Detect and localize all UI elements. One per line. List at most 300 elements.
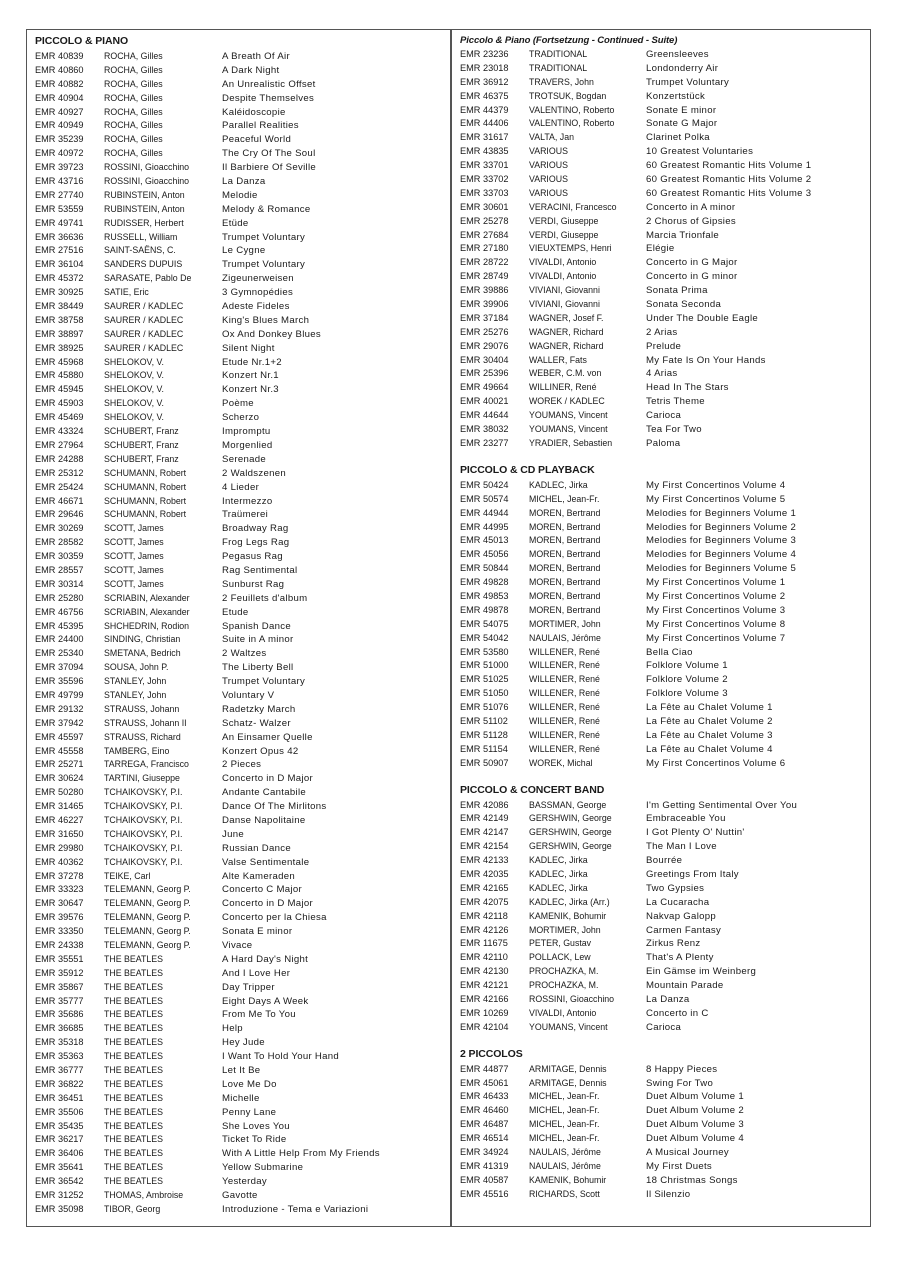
catalog-number: EMR 35318 [35,1037,84,1048]
composer: VERACINI, Francesco [529,201,617,212]
catalog-number: EMR 35435 [35,1120,84,1131]
piece-title: Sonata Prima [646,285,708,297]
catalog-number: EMR 49741 [35,217,84,228]
composer: ROSSINI, Gioacchino [104,176,190,187]
piece-title: Bella Ciao [646,646,693,658]
catalog-row [35,592,445,606]
catalog-number: EMR 45597 [35,731,84,742]
piece-title: Paloma [646,437,681,449]
catalog-number: EMR 44379 [460,104,509,115]
piece-title: Konzert Nr.3 [222,384,279,396]
catalog-row [460,1104,865,1118]
catalog-number: EMR 42086 [460,799,509,810]
piece-title: 4 Arias [646,368,678,380]
piece-title: Konzertstück [646,90,706,102]
catalog-row [35,300,445,314]
catalog-row [35,1064,445,1078]
catalog-row [35,119,445,133]
composer: THE BEATLES [104,1120,163,1131]
catalog-row [35,217,445,231]
composer: THE BEATLES [104,1037,163,1048]
right-column [460,33,865,1202]
catalog-row [460,868,865,882]
catalog-row [460,1146,865,1160]
catalog-number: EMR 29076 [460,340,509,351]
composer: THE BEATLES [104,1106,163,1117]
catalog-row [35,731,445,745]
composer: SOUSA, John P. [104,662,169,673]
piece-title: Greensleeves [646,49,709,60]
catalog-row [35,383,445,397]
catalog-number: EMR 40927 [35,106,84,117]
catalog-number: EMR 46487 [460,1119,509,1130]
composer: VALENTINO, Roberto [529,104,615,115]
composer: THE BEATLES [104,1162,163,1173]
catalog-number: EMR 43716 [35,176,84,187]
catalog-row [460,117,865,131]
catalog-number: EMR 54042 [460,632,509,643]
piece-title: La Danza [646,994,690,1005]
composer: SCRIABIN, Alexander [104,606,190,617]
piece-title: June [222,828,245,840]
catalog-row [35,258,445,272]
catalog-row [35,161,445,175]
composer: STRAUSS, Johann [104,703,180,714]
piece-title: I Got Plenty O' Nuttin' [646,827,745,839]
piece-title: 60 Greatest Romantic Hits Volume 3 [646,187,812,199]
piece-title: Day Tripper [222,981,275,993]
catalog-row [460,173,865,187]
composer: BASSMAN, George [529,799,607,810]
composer: TARTINI, Giuseppe [104,773,180,784]
catalog-number: EMR 46460 [460,1105,509,1116]
piece-title: Konzert Opus 42 [222,745,299,757]
catalog-row [460,409,865,423]
catalog-row [460,1188,865,1202]
catalog-number: EMR 42166 [460,994,509,1004]
catalog-number: EMR 37184 [460,312,509,323]
catalog-row [35,522,445,536]
composer: SCOTT, James [104,523,164,534]
catalog-row [35,1050,445,1064]
piece-title: I'm Getting Sentimental Over You [646,799,798,811]
composer: ROCHA, Gilles [104,106,163,117]
piece-title: That's A Plenty [646,952,714,964]
piece-title: Broadway Rag [222,523,289,535]
catalog-number: EMR 36104 [35,259,84,270]
piece-title: Melodies for Beginners Volume 5 [646,563,797,575]
catalog-number: EMR 49853 [460,590,509,601]
piece-title: Tetris Theme [646,396,705,408]
piece-title: Trumpet Voluntary [222,231,306,243]
catalog-row [460,896,865,910]
composer: WILLENER, René [529,688,600,699]
catalog-number: EMR 27516 [35,245,84,256]
composer: TELEMANN, Georg P. [104,884,191,895]
catalog-number: EMR 50844 [460,563,509,574]
piece-title: Parallel Realities [222,120,299,132]
catalog-row [460,937,865,951]
composer: TRAVERS, John [529,76,594,87]
catalog-row [35,1147,445,1161]
catalog-number: EMR 39576 [35,912,84,923]
catalog-row [35,203,445,217]
composer: SAINT-SAËNS, C. [104,245,176,256]
piece-title: My Fate Is On Your Hands [646,354,766,366]
piece-title: Valse Sentimentale [222,856,310,868]
composer: THE BEATLES [104,1078,163,1089]
composer: WILLENER, René [529,702,600,713]
piece-title: Tea For Two [646,424,702,436]
piece-title: Ox And Donkey Blues [222,328,322,340]
catalog-row [35,703,445,717]
catalog-row [35,620,445,634]
catalog-row [35,925,445,939]
composer: MOREN, Bertrand [529,604,601,615]
column-divider [450,29,452,1227]
composer: SATIE, Eric [104,287,149,298]
catalog-row [460,270,865,284]
composer: MOREN, Bertrand [529,507,601,518]
catalog-number: EMR 42035 [460,868,509,879]
catalog-row [460,910,865,924]
catalog-number: EMR 42133 [460,855,509,866]
catalog-row [460,312,865,326]
catalog-row [35,870,445,884]
piece-title: Dance Of The Mirlitons [222,801,327,813]
catalog-row [460,354,865,368]
piece-title: Poème [222,398,254,410]
piece-title: Melodies for Beginners Volume 3 [646,535,797,547]
composer: TCHAIKOVSKY, P.I. [104,787,183,798]
catalog-row [460,479,865,493]
piece-title: Greetings From Italy [646,868,739,880]
composer: WILLENER, René [529,646,600,657]
piece-title: My First Concertinos Volume 5 [646,493,786,505]
catalog-number: EMR 36217 [35,1134,84,1145]
catalog-row [460,534,865,548]
catalog-number: EMR 36636 [35,231,84,242]
catalog-number: EMR 24400 [35,634,84,645]
composer: ROCHA, Gilles [104,51,163,61]
catalog-number: EMR 33702 [460,174,509,185]
piece-title: Nakvap Galopp [646,910,717,922]
composer: WILLENER, René [529,729,600,740]
catalog-number: EMR 54075 [460,618,509,629]
piece-title: 2 Waltzes [222,648,267,660]
catalog-row [35,536,445,550]
piece-title: Sonata Seconda [646,299,722,311]
catalog-row [460,979,865,993]
piece-title: Il Silenzio [646,1188,691,1200]
piece-title: A Dark Night [222,64,280,76]
catalog-row [460,840,865,854]
composer: MOREN, Bertrand [529,521,601,532]
catalog-number: EMR 44944 [460,507,509,518]
composer: RUBINSTEIN, Anton [104,189,185,200]
composer: YOUMANS, Vincent [529,410,608,421]
catalog-number: EMR 40362 [35,856,84,867]
piece-title: Swing For Two [646,1077,714,1089]
composer: VIEUXTEMPS, Henri [529,243,612,254]
composer: ROCHA, Gilles [104,148,163,159]
catalog-row [35,1120,445,1134]
catalog-row [460,48,865,62]
piece-title: 18 Christmas Songs [646,1174,738,1186]
piece-title: 2 Feuillets d'album [222,592,308,604]
catalog-row [35,717,445,731]
composer: GERSHWIN, George [529,841,612,852]
catalog-row [460,1077,865,1091]
piece-title: Under The Double Eagle [646,312,759,324]
piece-title: 2 Chorus of Gipsies [646,215,736,227]
piece-title: Bourrée [646,855,683,867]
piece-title: Melody & Romance [222,203,311,215]
catalog-row [460,256,865,270]
piece-title: Folklore Volume 2 [646,674,728,686]
composer: MICHEL, Jean-Fr. [529,1119,600,1130]
catalog-number: EMR 35867 [35,981,84,992]
catalog-number: EMR 36542 [35,1176,84,1187]
composer: SHELOKOV, V. [104,384,164,395]
composer: KADLEC, Jirka [529,868,588,879]
composer: POLLACK, Lew [529,952,591,963]
catalog-row [460,340,865,354]
piece-title: Spanish Dance [222,620,291,632]
catalog-row [35,1022,445,1036]
piece-title: Melodies for Beginners Volume 1 [646,507,797,519]
catalog-row [35,425,445,439]
catalog-number: EMR 40972 [35,148,84,159]
catalog-number: EMR 11675 [460,938,508,949]
catalog-row [35,1189,445,1203]
catalog-number: EMR 49878 [460,604,509,615]
catalog-row [460,799,865,813]
piece-title: Konzert Nr.1 [222,370,279,382]
composer: TCHAIKOVSKY, P.I. [104,801,183,812]
catalog-row [460,493,865,507]
composer: SAURER / KADLEC [104,328,184,339]
piece-title: Voluntary V [222,689,275,701]
composer: TIBOR, Georg [104,1203,161,1214]
composer: YRADIER, Sebastien [529,437,613,448]
catalog-row [35,967,445,981]
piece-title: Yesterday [222,1176,268,1188]
piece-title: And I Love Her [222,967,291,979]
composer: ROSSINI, Gioacchino [104,162,190,173]
composer: SCHUBERT, Franz [104,426,179,437]
piece-title: Love Me Do [222,1078,277,1090]
composer: SHELOKOV, V. [104,398,164,409]
catalog-row [35,64,445,78]
catalog-row [460,423,865,437]
catalog-row [460,1160,865,1174]
catalog-row [35,606,445,620]
composer: VALENTINO, Roberto [529,118,615,129]
piece-title: Danse Napolitaine [222,814,306,826]
piece-title: 60 Greatest Romantic Hits Volume 1 [646,160,812,172]
catalog-row [460,618,865,632]
piece-title: 2 Waldszenen [222,467,287,479]
piece-title: Le Cygne [222,245,266,257]
piece-title: Sonate G Major [646,118,718,130]
catalog-row [35,369,445,383]
piece-title: Concerto C Major [222,884,302,896]
catalog-row [460,562,865,576]
composer: WILLENER, René [529,743,600,754]
piece-title: An Einsamer Quelle [222,731,313,743]
catalog-number: EMR 31617 [460,132,509,143]
piece-title: A Breath Of Air [222,51,290,62]
catalog-row [460,729,865,743]
catalog-number: EMR 45880 [35,370,84,381]
piece-title: My First Duets [646,1160,713,1172]
catalog-row [35,647,445,661]
catalog-row [35,453,445,467]
composer: YOUMANS, Vincent [529,424,608,435]
composer: TEIKE, Carl [104,870,151,881]
catalog-number: EMR 27180 [460,243,509,254]
section-title: PICCOLO & CD PLAYBACK [460,463,595,476]
catalog-number: EMR 43835 [460,146,509,157]
section-title: PICCOLO & CONCERT BAND [460,783,605,796]
composer: SHELOKOV, V. [104,370,164,381]
composer: VIVALDI, Antonio [529,271,597,282]
piece-title: Marcia Trionfale [646,229,720,241]
catalog-number: EMR 49799 [35,689,84,700]
composer: SCHUMANN, Robert [104,509,187,520]
composer: TRADITIONAL [529,49,588,59]
catalog-row [460,590,865,604]
piece-title: King's Blues March [222,314,310,326]
catalog-number: EMR 42149 [460,813,509,824]
piece-title: La Danza [222,176,266,188]
piece-title: An Unrealistic Offset [222,78,316,90]
catalog-number: EMR 24338 [35,940,84,950]
catalog-row [35,939,445,953]
section-title: Piccolo & Piano (Fortsetzung - Continued - Suite) [460,35,678,46]
composer: SHELOKOV, V. [104,356,164,367]
piece-title: With A Little Help From My Friends [222,1148,380,1160]
catalog-row [35,397,445,411]
composer: VARIOUS [529,146,568,157]
catalog-row [460,62,865,76]
catalog-row [460,1021,865,1035]
section-title: 2 PICCOLOS [460,1047,523,1060]
catalog-row [35,495,445,509]
composer: TCHAIKOVSKY, P.I. [104,856,183,867]
catalog-number: EMR 38758 [35,314,84,325]
catalog-number: EMR 27964 [35,439,84,450]
piece-title: Folklore Volume 1 [646,660,728,672]
composer: SINDING, Christian [104,634,181,645]
composer: WAGNER, Josef F. [529,312,604,323]
catalog-number: EMR 35641 [35,1162,84,1173]
catalog-row [460,326,865,340]
catalog-number: EMR 40839 [35,51,84,61]
piece-title: Duet Album Volume 3 [646,1119,744,1131]
catalog-number: EMR 45516 [460,1188,509,1199]
catalog-row [35,633,445,647]
catalog-row [460,924,865,938]
catalog-row [460,854,865,868]
catalog-row [35,286,445,300]
catalog-number: EMR 29980 [35,842,84,853]
catalog-number: EMR 23236 [460,49,509,59]
catalog-number: EMR 42118 [460,910,508,921]
catalog-row [35,272,445,286]
catalog-row [35,467,445,481]
composer: RUDISSER, Herbert [104,217,184,228]
catalog-row [460,1174,865,1188]
composer: SHELOKOV, V. [104,412,164,423]
catalog-row [460,1063,865,1077]
catalog-number: EMR 25271 [35,759,84,770]
composer: RICHARDS, Scott [529,1188,600,1199]
piece-title: Melodies for Beginners Volume 4 [646,549,797,561]
composer: SCHUBERT, Franz [104,439,179,450]
piece-title: Frog Legs Rag [222,537,290,549]
catalog-number: EMR 45945 [35,384,84,395]
catalog-number: EMR 28557 [35,564,84,575]
piece-title: Rag Sentimental [222,564,298,576]
catalog-number: EMR 51128 [460,729,508,740]
composer: THE BEATLES [104,995,163,1006]
piece-title: 2 Pieces [222,759,262,771]
piece-title: Zirkus Renz [646,938,701,950]
piece-title: My First Concertinos Volume 6 [646,757,786,769]
catalog-number: EMR 27684 [460,229,509,240]
catalog-number: EMR 39906 [460,299,509,310]
piece-title: Concerto in G minor [646,271,738,283]
catalog-number: EMR 37942 [35,717,84,728]
piece-title: Gavotte [222,1190,258,1202]
composer: THE BEATLES [104,1092,163,1103]
catalog-row [35,481,445,495]
composer: THE BEATLES [104,953,163,964]
catalog-row [35,675,445,689]
composer: STRAUSS, Richard [104,731,181,742]
composer: SCOTT, James [104,578,164,589]
catalog-number: EMR 42126 [460,924,509,935]
piece-title: Melodie [222,189,258,201]
catalog-row [460,381,865,395]
piece-title: Peaceful World [222,134,292,146]
composer: KADLEC, Jirka (Arr.) [529,896,610,907]
piece-title: Prelude [646,340,682,352]
catalog-number: EMR 35777 [35,995,84,1006]
piece-title: 4 Lieder [222,481,260,493]
piece-title: Concerto in C [646,1007,709,1019]
piece-title: My First Concertinos Volume 3 [646,604,786,616]
catalog-number: EMR 51025 [460,674,509,685]
catalog-section [460,782,865,1035]
catalog-number: EMR 30269 [35,523,84,534]
catalog-row [460,367,865,381]
catalog-row [460,104,865,118]
catalog-number: EMR 30647 [35,898,84,909]
catalog-number: EMR 40021 [460,396,509,407]
catalog-row [35,883,445,897]
piece-title: My First Concertinos Volume 8 [646,618,786,630]
composer: ROCHA, Gilles [104,134,163,145]
piece-title: Morgenlied [222,439,273,451]
catalog-number: EMR 27740 [35,189,84,200]
catalog-number: EMR 45469 [35,412,84,423]
catalog-number: EMR 30601 [460,201,509,212]
composer: TARREGA, Francisco [104,759,189,770]
piece-title: 60 Greatest Romantic Hits Volume 2 [646,174,812,186]
